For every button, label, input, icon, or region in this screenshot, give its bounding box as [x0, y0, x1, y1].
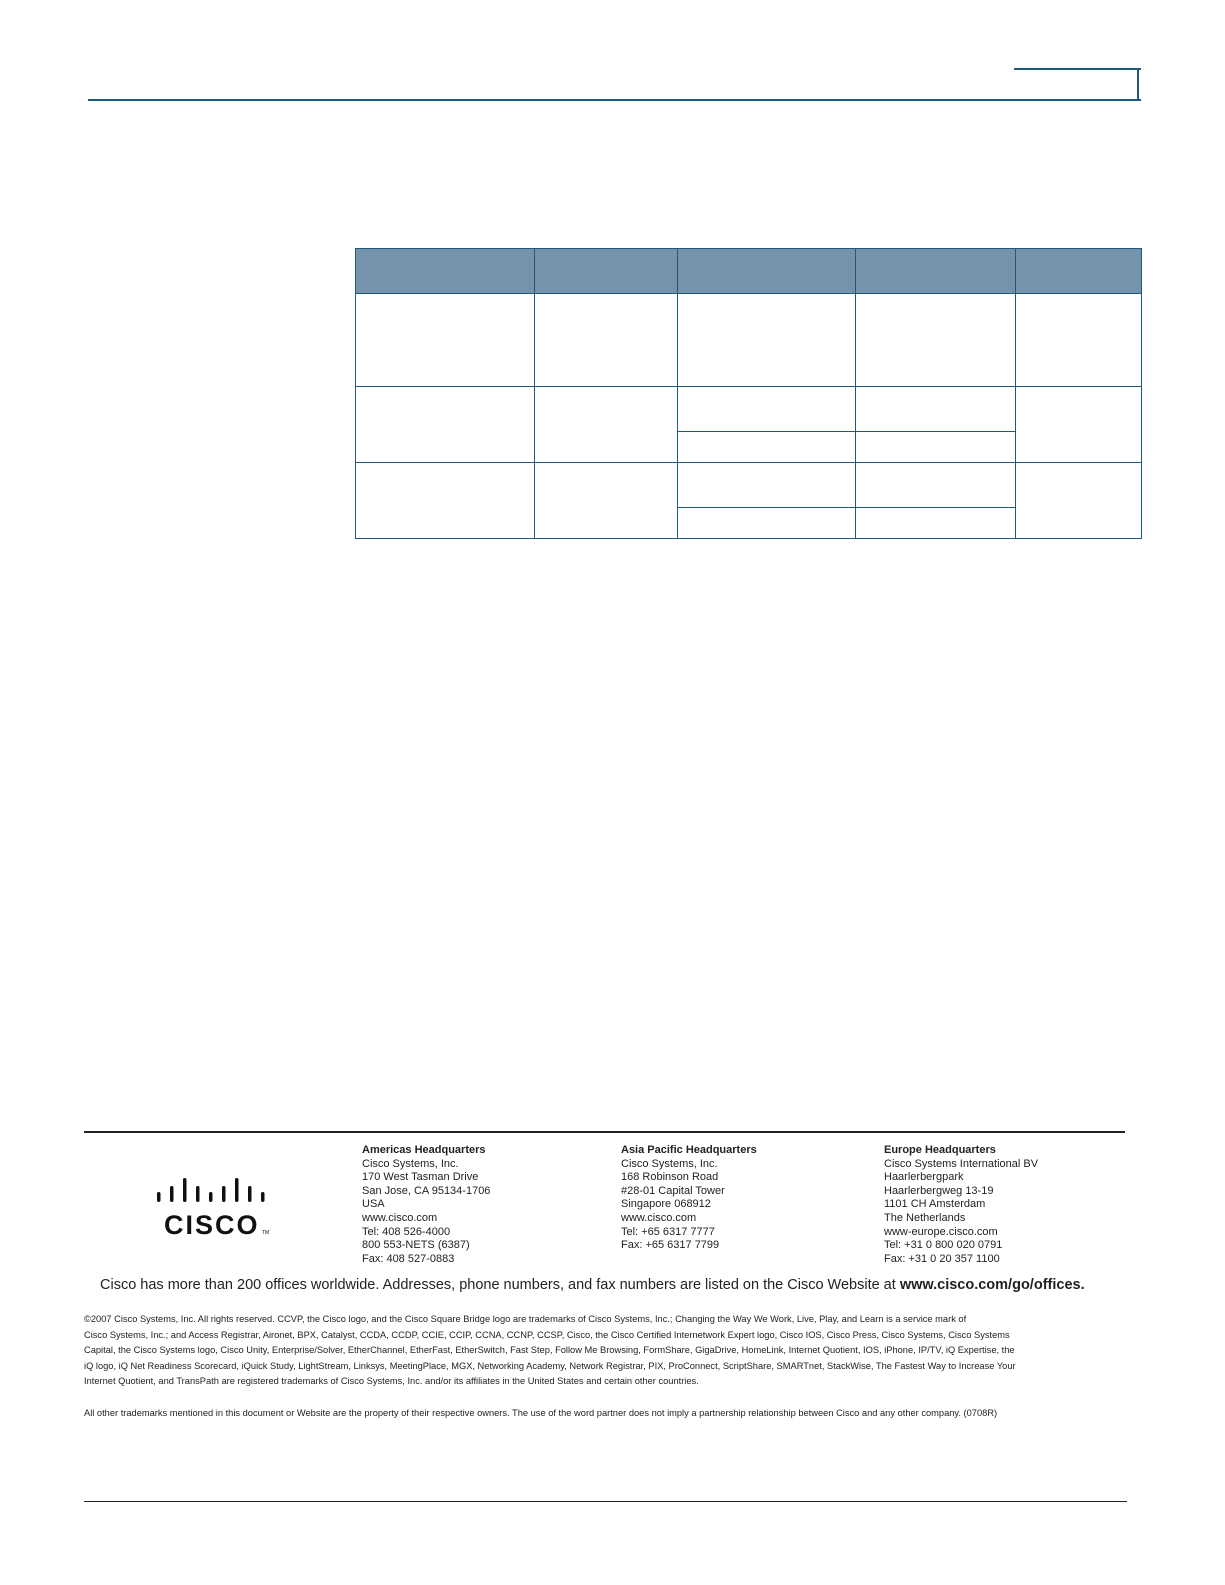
table-cell [678, 463, 856, 508]
header-rule [88, 99, 1141, 101]
table-header-cell [856, 249, 1016, 294]
hq-line: 1101 CH Amsterdam [884, 1198, 986, 1211]
hq-line: Tel: +31 0 800 020 0791 [884, 1239, 1003, 1252]
table-cell [1016, 387, 1142, 463]
hq-line: San Jose, CA 95134-1706 [362, 1184, 491, 1197]
table-row [356, 294, 1142, 387]
table-cell [535, 387, 678, 463]
table-cell [678, 432, 856, 463]
table-cell [678, 508, 856, 539]
table-cell [856, 463, 1016, 508]
hq-title: Asia Pacific Headquarters [621, 1144, 757, 1156]
cisco-wordmark: CISCO [164, 1210, 260, 1238]
trademark-mark: TM [262, 1230, 270, 1236]
offices-link[interactable]: www.cisco.com/go/offices. [899, 1277, 1085, 1293]
table-cell [856, 294, 1016, 387]
legal-line-trademarks: All other trademarks mentioned in this document or Website are the property of their respective owners. The use of the word partner does not imply a partnership relationship between Cisco and any other company. (0708R) [84, 1407, 998, 1418]
spec-table [355, 248, 1142, 539]
header-tab-frame [1014, 68, 1139, 100]
hq-line: Fax: 408 527-0883 [362, 1252, 455, 1265]
hq-title: Europe Headquarters [884, 1144, 996, 1156]
americas-headquarters [362, 1144, 490, 1266]
hq-line: Cisco Systems International BV [884, 1157, 1039, 1170]
table-cell [856, 432, 1016, 463]
table-cell [856, 508, 1016, 539]
table-cell [678, 294, 856, 387]
asia-pacific-headquarters [621, 1144, 757, 1253]
legal-notice [84, 1312, 1129, 1421]
hq-title: Americas Headquarters [362, 1144, 486, 1156]
legal-line: Capital, the Cisco Systems logo, Cisco Unity, Enterprise/Solver, EtherChannel, EtherFast, EtherSwitch, Fast Step, Follow Me Browsing, FormShare, GigaDrive, HomeLink, Internet Quotient, IOS, iPhone, IP/TV, iQ Expertise, the [84, 1345, 1015, 1356]
bottom-rule [84, 1501, 1127, 1502]
table-cell [535, 463, 678, 539]
hq-line: #28-01 Capital Tower [621, 1184, 725, 1197]
hq-line: 170 West Tasman Drive [362, 1171, 479, 1184]
legal-line: Internet Quotient, and TransPath are registered trademarks of Cisco Systems, Inc. and/or its affiliates in the United States and certain other countries. [84, 1376, 699, 1387]
table-header-cell [1016, 249, 1142, 294]
table-row [356, 387, 1142, 432]
table-cell [1016, 463, 1142, 539]
hq-line: Tel: +65 6317 7777 [621, 1225, 715, 1238]
hq-line: Singapore 068912 [621, 1198, 711, 1211]
table-cell [856, 387, 1016, 432]
legal-line: iQ logo, iQ Net Readiness Scorecard, iQuick Study, LightStream, Linksys, MeetingPlace, MGX, Networking Academy, Network Registrar, PIX, ProConnect, ScriptShare, SMARTnet, StackWise, The Fastest Way to Increase Your [84, 1360, 1016, 1371]
hq-line: 800 553-NETS (6387) [362, 1239, 470, 1252]
hq-line: Cisco Systems, Inc. [362, 1157, 459, 1170]
table-row [356, 463, 1142, 508]
table-cell [678, 387, 856, 432]
hq-line: Haarlerbergpark [884, 1171, 964, 1184]
cisco-bridge-logo [150, 1178, 280, 1238]
table-cell [1016, 294, 1142, 387]
table-header-cell [678, 249, 856, 294]
legal-line: Cisco Systems, Inc.; and Access Registrar, Aironet, BPX, Catalyst, CCDA, CCDP, CCIE, CCIP, CCNA, CCNP, CCSP, Cisco, the Cisco Certified Internetwork Expert logo, Cisco IOS, Cisco Press, Cisco Systems, Cisco Systems [84, 1329, 1010, 1340]
hq-line: www.cisco.com [621, 1211, 697, 1224]
table-cell [356, 387, 535, 463]
table-header-cell [535, 249, 678, 294]
hq-line: 168 Robinson Road [621, 1171, 719, 1184]
hq-line: USA [362, 1198, 385, 1211]
hq-line: Haarlerbergweg 13-19 [884, 1184, 994, 1197]
table-cell [356, 294, 535, 387]
table-header-row [356, 249, 1142, 294]
hq-line: Fax: +31 0 20 357 1100 [884, 1252, 1000, 1265]
legal-line: ©2007 Cisco Systems, Inc. All rights reserved. CCVP, the Cisco logo, and the Cisco Square Bridge logo are trademarks of Cisco Systems, Inc.; Changing the Way We Work, Live, Play, and Learn is a service mark of [84, 1314, 967, 1324]
hq-line: The Netherlands [884, 1211, 966, 1224]
table-cell [535, 294, 678, 387]
offices-statement [100, 1277, 1130, 1293]
hq-line: Cisco Systems, Inc. [621, 1157, 718, 1170]
hq-line: www-europe.cisco.com [884, 1225, 998, 1238]
offices-text: Cisco has more than 200 offices worldwide. Addresses, phone numbers, and fax numbers are listed on the Cisco Website at [100, 1277, 900, 1293]
table-cell [356, 463, 535, 539]
hq-line: Tel: 408 526-4000 [362, 1225, 451, 1238]
hq-line: Fax: +65 6317 7799 [621, 1239, 720, 1252]
footer-rule [84, 1131, 1125, 1133]
hq-line: www.cisco.com [362, 1211, 438, 1224]
table-header-cell [356, 249, 535, 294]
europe-headquarters [884, 1144, 1038, 1266]
